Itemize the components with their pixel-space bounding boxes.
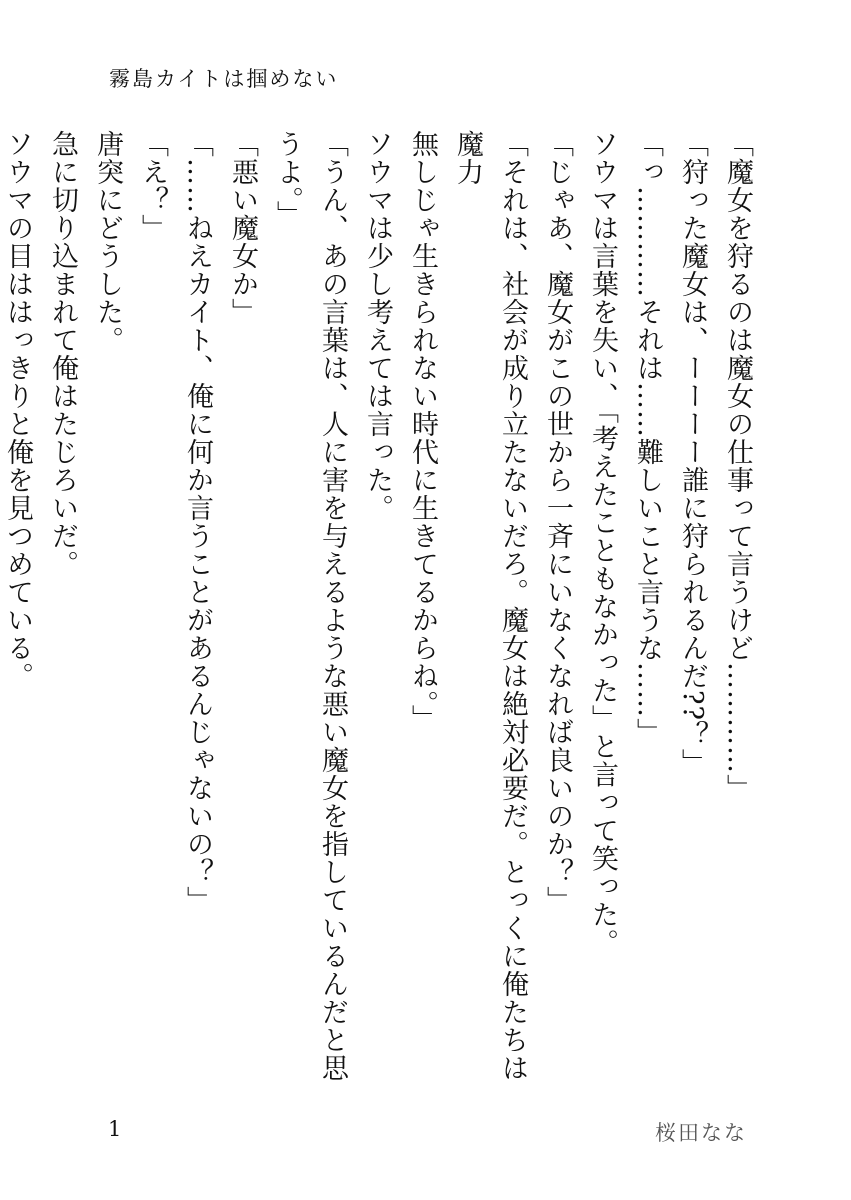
text-line: 「じゃあ、魔女がこの世から一斉にいなくなれば良いのか？」: [542, 130, 573, 914]
text-line: ソウマは少し考えては言った。: [362, 130, 393, 522]
text-line: 「悪い魔女か」: [227, 130, 258, 326]
text-line: 「魔女を狩るのは魔女の仕事って言うけど…………」: [722, 130, 753, 802]
text-line: ソウマは言葉を失い、「考えたこともなかった」と言って笑った。: [587, 130, 618, 957]
text-line: 無しじゃ生きられない時代に生きてるからね。」: [407, 130, 438, 733]
text-line: 「狩った魔女は、ーーーー誰に狩られるんだ??？」: [677, 130, 708, 777]
text-line: 「っ…………それは……難しいこと言うな……」: [632, 130, 663, 746]
text-line: 急に切り込まれて俺はたじろいだ。: [47, 130, 78, 578]
page-number: 1: [108, 1117, 122, 1141]
text-line: 「……ねえカイト、俺に何か言うことがあるんじゃないの？」: [182, 130, 213, 914]
vertical-body-text: [2, 130, 760, 1090]
text-line: ソウマの目ははっきりと俺を見つめている。: [2, 130, 33, 690]
text-line: 唐突にどうした。: [92, 130, 123, 354]
book-title: 霧島カイトは掴めない: [109, 67, 339, 91]
author-name: 桜田なな: [655, 1121, 747, 1145]
text-line: 「うん、あの言葉は、人に害を与えるような悪い魔女を指しているんだと思うよ。」: [272, 130, 348, 1082]
text-line: 「え？」: [137, 130, 168, 242]
text-line: 「それは、社会が成り立たないだろ。魔女は絶対必要だ。とっくに俺たちは魔力: [452, 130, 528, 1082]
